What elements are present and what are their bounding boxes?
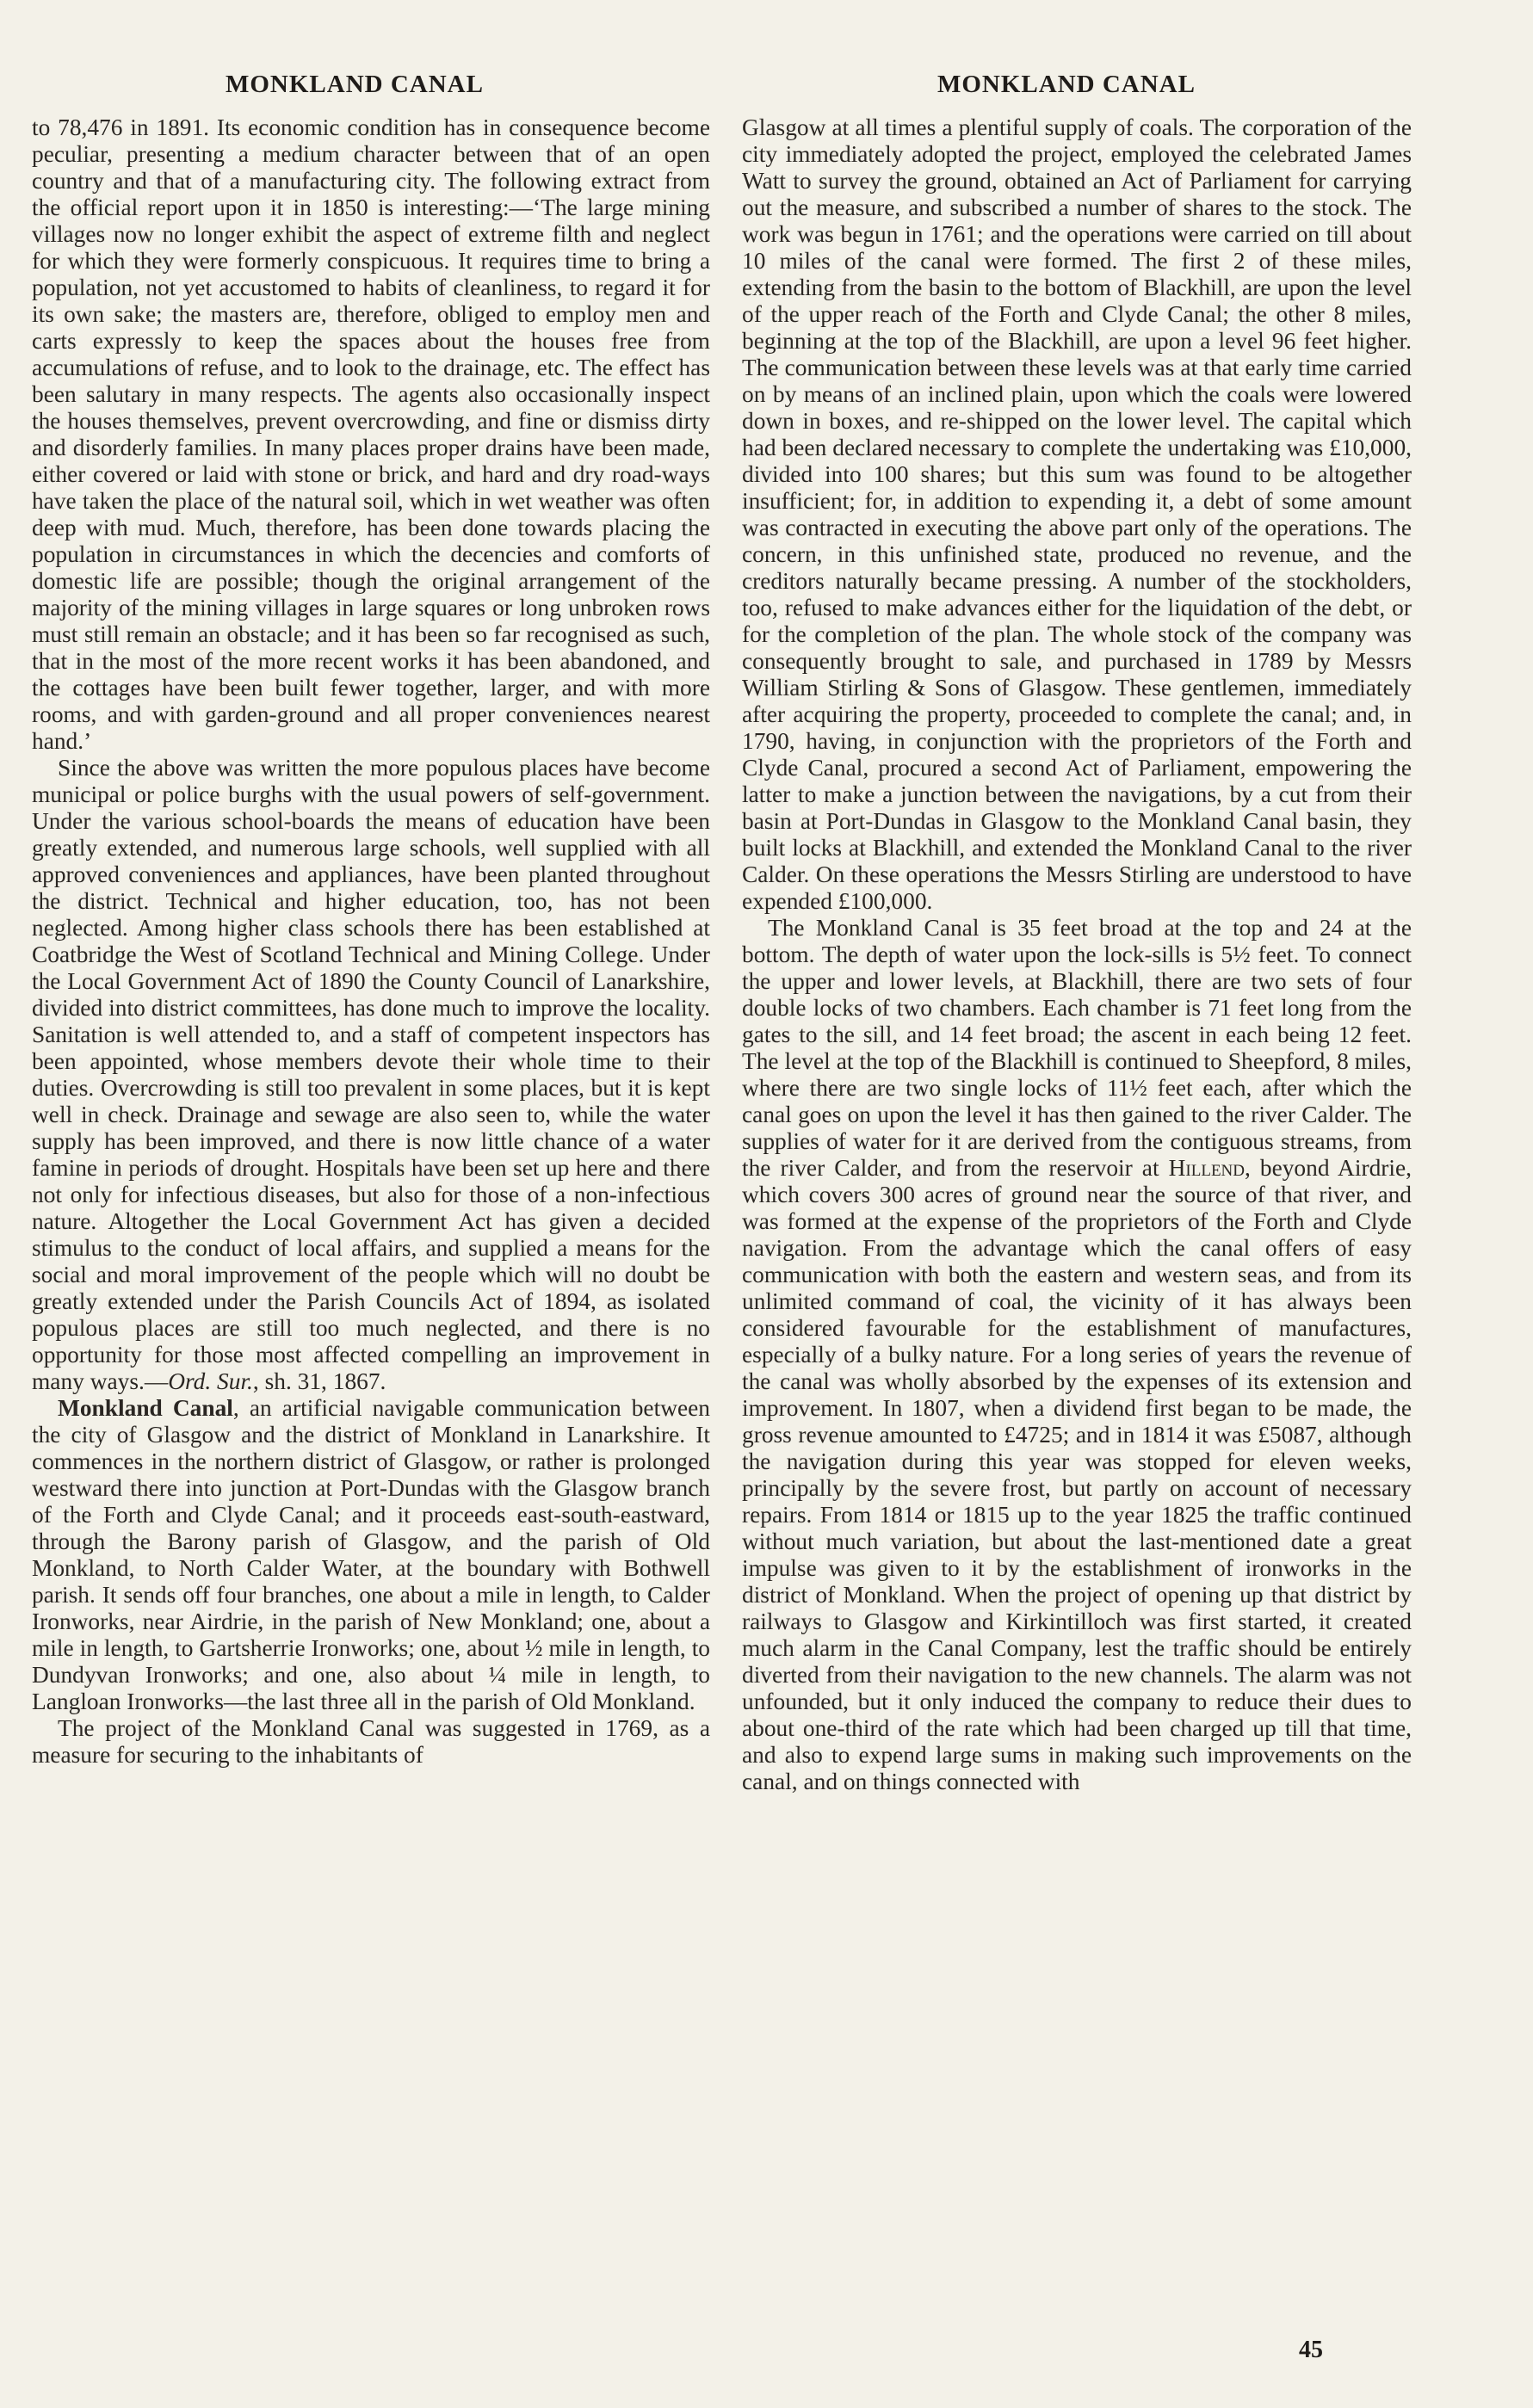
paragraph-text: Since the above was written the more populous places have become municipal or police burghs with the usual powers of self-government. Under the various school-boards the means of education have been greatly extended, and numerous large schools, well supplied with all approved conveniences and appliances, have been planted throughout the district. Technical and higher education, too, has not been neglected. Among higher class schools there has been established at Coatbridge the West of Scotland Technical and Mining College. Under the Local Government Act of 1890 the County Council of Lanarkshire, divided into district committees, has done much to improve the locality. Sanitation is well attended to, and a staff of competent inspectors has been appointed, whose members devote their whole time to their duties. Overcrowding is still too prevalent in some places, but it is kept well in check. Drainage and sewage are also seen to, while the water supply has been improved, and there is now little chance of a water famine in periods of drought. Hospitals have been set up here and there not only for infectious diseases, but also for those of a non-infectious nature. Altogether the Local Government Act has given a decided stimulus to the conduct of local affairs, and supplied a means for the social and moral improvement of the people which will no doubt be greatly extended under the Parish Councils Act of 1894, as isolated populous places are still too much neglected, and there is no opportunity for those most affected compelling an improvement in many ways.— — [32, 755, 710, 1394]
page-number: 45 — [1299, 2337, 1323, 2363]
paragraph — [742, 915, 1412, 1795]
running-head-right: MONKLAND CANAL — [937, 71, 1196, 98]
paragraph — [32, 755, 710, 1395]
right-column — [742, 114, 1412, 1795]
reference-tail: , sh. 31, 1867. — [252, 1368, 386, 1394]
entry-paragraph — [32, 1395, 710, 1715]
paragraph-text: , beyond Airdrie, which covers 300 acres of ground near the source of that river, and was formed at the expense of the proprietors of the Forth and Clyde navigation. From the advantage which the canal offers of easy communication with both the eastern and western seas, and from its unlimited command of coal, the vicinity of it has always been considered favourable for the establishment of manufactures, especially of a bulky nature. For a long series of years the revenue of the canal was wholly absorbed by the expenses of its extension and improvement. In 1807, when a dividend first began to be made, the gross revenue amounted to £4725; and in 1814 it was £5087, although the navigation during this year was stopped for eleven weeks, principally by the severe frost, but partly on account of necessary repairs. From 1814 or 1815 up to the year 1825 the traffic continued without much variation, but about the last-mentioned date a great impulse was given to it by the establishment of ironworks in the district of Monkland. When the project of opening up that district by railways to Glasgow and Kirkintilloch was first started, it created much alarm in the Canal Company, lest the traffic should be entirely diverted from their navigation to the new channels. The alarm was not unfounded, but it only induced the company to reduce their dues to about one-third of the rate which had been charged up till that time, and also to expend large sums in making such improvements on the canal, and on things connected with — [742, 1155, 1412, 1794]
running-head-left: MONKLAND CANAL — [226, 71, 484, 98]
paragraph: Glasgow at all times a plentiful supply of coals. The corporation of the city immediately adopted the project, employed the celebrated James Watt to survey the ground, obtained an Act of Parliament for carrying out the measure, and subscribed a number of shares to the stock. The work was begun in 1761; and the operations were carried on till about 10 miles of the canal were formed. The first 2 of these miles, extending from the basin to the bottom of Blackhill, are upon the level of the upper reach of the Forth and Clyde Canal; the other 8 miles, beginning at the top of the Blackhill, are upon a level 96 feet higher. The communication between these levels was at that early time carried on by means of an inclined plain, upon which the coals were lowered down in boxes, and re-shipped on the lower level. The capital which had been declared necessary to complete the undertaking was £10,000, divided into 100 shares; but this sum was found to be altogether insufficient; for, in addition to expending it, a debt of some amount was contracted in executing the above part only of the operations. The concern, in this unfinished state, produced no revenue, and the creditors naturally became pressing. A number of the stockholders, too, refused to make advances either for the liquidation of the debt, or for the completion of the plan. The whole stock of the company was consequently brought to sale, and purchased in 1789 by Messrs William Stirling & Sons of Glasgow. These gentlemen, immediately after acquiring the property, proceeded to complete the canal; and, in 1790, having, in conjunction with the proprietors of the Forth and Clyde Canal, procured a second Act of Parliament, empowering the latter to make a junction between the navigations, by a cut from their basin at Port-Dundas in Glasgow to the Monkland Canal basin, they built locks at Blackhill, and extended the Monkland Canal to the river Calder. On these operations the Messrs Stirling are understood to have expended £100,000. — [742, 114, 1412, 914]
paragraph: The project of the Monkland Canal was suggested in 1769, as a measure for securing to the inhabitants of — [32, 1715, 710, 1768]
entry-headword: Monkland Canal — [58, 1395, 233, 1421]
paragraph-text: The Monkland Canal is 35 feet broad at the top and 24 at the bottom. The depth of water upon the lock-sills is 5½ feet. To connect the upper and lower levels, at Blackhill, there are two sets of four double locks of two chambers. Each chamber is 71 feet long from the gates to the sill, and 14 feet broad; the ascent in each being 12 feet. The level at the top of the Blackhill is continued to Sheepford, 8 miles, where there are two single locks of 11½ feet each, after which the canal goes on upon the level it has then gained to the river Calder. The supplies of water for it are derived from the contiguous streams, from the river Calder, and from the reservoir at — [742, 915, 1412, 1181]
left-column — [32, 114, 710, 1769]
paragraph: to 78,476 in 1891. Its economic condition has in consequence become peculiar, presenting a medium character between that of an open country and that of a manufacturing city. The following extract from the official report upon it in 1850 is interesting:—‘The large mining villages now no longer exhibit the aspect of extreme filth and neglect for which they were formerly conspicuous. It requires time to bring a population, not yet accustomed to habits of cleanliness, to regard it for its own sake; the masters are, therefore, obliged to employ men and carts expressly to keep the spaces about the houses free from accumulations of refuse, and to look to the drainage, etc. The effect has been salutary in many respects. The agents also occasionally inspect the houses themselves, prevent overcrowding, and fine or dismiss dirty and disorderly families. In many places proper drains have been made, either covered or laid with stone or brick, and hard and dry road-ways have taken the place of the natural soil, which in wet weather was often deep with mud. Much, therefore, has been done towards placing the population in circumstances in which the decencies and comforts of domestic life are possible; though the original arrangement of the majority of the mining villages in large squares or long unbroken rows must still remain an obstacle; and it has been so far recognised as such, that in the most of the more recent works it has been abandoned, and the cottages have been built fewer together, larger, and with more rooms, and with garden-ground and all proper conveniences nearest hand.’ — [32, 114, 710, 754]
entry-text: , an artificial navigable communication between the city of Glasgow and the district of Monkland in Lanarkshire. It commences in the northern district of Glasgow, or rather is prolonged westward there into junction at Port-Dundas with the Glasgow branch of the Forth and Clyde Canal; and it proceeds east-south-eastward, through the Barony parish of Glasgow, and the parish of Old Monkland, to North Calder Water, at the boundary with Bothwell parish. It sends off four branches, one about a mile in length, to Calder Ironworks, near Airdrie, in the parish of New Monkland; one, about a mile in length, to Gartsherrie Ironworks; one, about ½ mile in length, to Dundyvan Ironworks; and one, also about ¼ mile in length, to Langloan Ironworks—the last three all in the parish of Old Monkland. — [32, 1395, 710, 1714]
reference-abbrev: Ord. Sur. — [168, 1368, 253, 1394]
place-name: Hillend — [1168, 1155, 1245, 1181]
